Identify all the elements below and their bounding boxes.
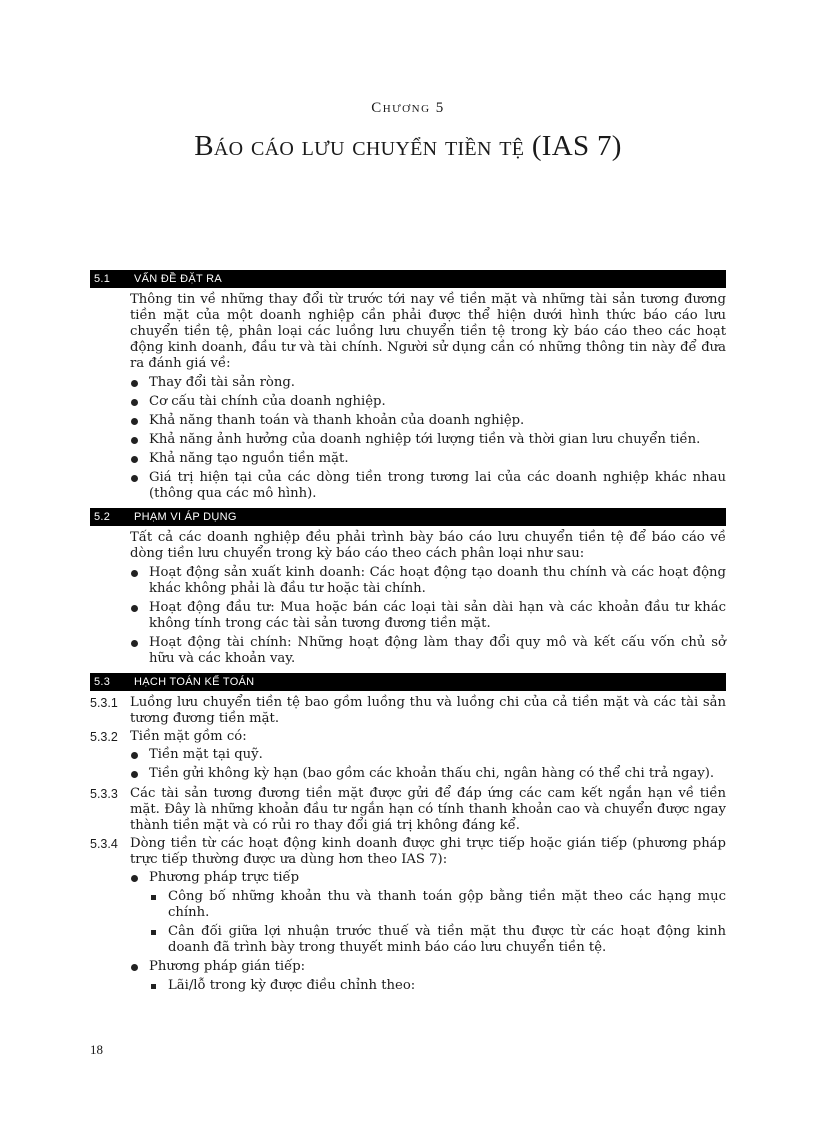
square-bullet-icon [151, 895, 156, 900]
section-intro: Thông tin về những thay đổi từ trước tới nay về tiền mặt và những tài sản tương đương tiền mặt của một doanh nghiệp cần phải được thể hiện dưới hình thức báo cáo lưu chuyển tiền tệ, phân loại các luồng lưu chuyển tiền tệ trong kỳ báo cáo theo các hoạt động kinh doanh, đầu tư và tài chính. Người sử dụng cần có những thông tin này để đưa ra đánh giá về: [130, 292, 726, 371]
list-item-text: Khả năng thanh toán và thanh khoản của doanh nghiệp. [149, 413, 525, 428]
list-item-text: Giá trị hiện tại của các dòng tiền trong tương lai của các doanh nghiệp khác nhau (thông qua các mô hình). [149, 470, 726, 501]
sub-list-item-text: Công bố những khoản thu và thanh toán gộp bằng tiền mặt theo các hạng mục chính. [168, 889, 726, 920]
list-item [130, 747, 726, 763]
section-number: 5.3 [94, 676, 111, 688]
numbered-item-5-3-2 [90, 729, 726, 745]
list-item-text: Khả năng tạo nguồn tiền mặt. [149, 451, 349, 466]
bullet-icon [131, 875, 138, 882]
bullet-icon [131, 437, 138, 444]
bullet-icon [131, 456, 138, 463]
sub-list-item [149, 889, 726, 921]
section-5-3 [90, 673, 726, 994]
main-content [90, 270, 726, 1000]
section-number: 5.2 [94, 511, 111, 523]
sub-bullet-list [149, 978, 726, 994]
numbered-item-5-3-4 [90, 836, 726, 868]
list-item [130, 432, 726, 448]
list-item [130, 766, 726, 782]
bullet-list [130, 747, 726, 782]
list-item [130, 470, 726, 502]
bullet-list [130, 870, 726, 994]
list-item [130, 959, 726, 994]
list-item-text: Cơ cấu tài chính của doanh nghiệp. [149, 394, 386, 409]
list-item-text: Khả năng ảnh hưởng của doanh nghiệp tới lượng tiền và thời gian lưu chuyển tiền. [149, 432, 701, 447]
list-item-text: Tiền mặt tại quỹ. [149, 747, 263, 762]
list-item-text: Hoạt động sản xuất kinh doanh: Các hoạt động tạo doanh thu chính và các hoạt động khác không phải là đầu tư hoặc tài chính. [149, 565, 726, 596]
sub-bullet-list [149, 889, 726, 956]
sub-list-item [149, 978, 726, 994]
sub-list-item-text: Cân đối giữa lợi nhuận trước thuế và tiền mặt thu được từ các hoạt động kinh doanh đã trình bày trong thuyết minh báo cáo lưu chuyển tiền tệ. [168, 924, 726, 955]
section-heading [90, 673, 726, 691]
bullet-icon [131, 418, 138, 425]
item-number: 5.3.1 [90, 696, 118, 710]
item-text: Các tài sản tương đương tiền mặt được gửi để đáp ứng các cam kết ngắn hạn về tiền mặt. Đây là những khoản đầu tư ngắn hạn có tính thanh khoản cao và chuyển được ngay thành tiền mặt và có rủi ro thay đổi giá trị không đáng kể. [130, 786, 726, 833]
bullet-icon [131, 570, 138, 577]
bullet-icon [131, 605, 138, 612]
sub-list-item-text: Lãi/lỗ trong kỳ được điều chỉnh theo: [168, 978, 416, 993]
list-item [130, 600, 726, 632]
bullet-icon [131, 475, 138, 482]
item-text: Tiền mặt gồm có: [130, 729, 247, 744]
section-heading [90, 270, 726, 288]
chapter-label: Chương 5 [371, 100, 445, 116]
list-item [130, 451, 726, 467]
item-number: 5.3.3 [90, 787, 118, 801]
list-item [130, 870, 726, 956]
list-item-text: Phương pháp gián tiếp: [149, 959, 306, 974]
section-heading [90, 508, 726, 526]
section-number: 5.1 [94, 273, 111, 285]
bullet-list [130, 375, 726, 502]
bullet-list [130, 565, 726, 667]
list-item [130, 394, 726, 410]
sub-list-item [149, 924, 726, 956]
bullet-icon [131, 640, 138, 647]
list-item [130, 635, 726, 667]
numbered-item-5-3-1 [90, 695, 726, 727]
bullet-icon [131, 964, 138, 971]
item-text: Dòng tiền từ các hoạt động kinh doanh được ghi trực tiếp hoặc gián tiếp (phương pháp trực tiếp thường được ưa dùng hơn theo IAS 7): [130, 836, 726, 867]
list-item-text: Thay đổi tài sản ròng. [149, 375, 295, 390]
section-title: HẠCH TOÁN KẾ TOÁN [134, 676, 255, 688]
list-item [130, 565, 726, 597]
list-item [130, 375, 726, 391]
item-number: 5.3.2 [90, 730, 118, 744]
page-number: 18 [90, 1042, 103, 1057]
chapter-title: Báo cáo lưu chuyển tiền tệ (IAS 7) [194, 130, 622, 162]
bullet-icon [131, 771, 138, 778]
section-title: PHẠM VI ÁP DỤNG [134, 511, 237, 523]
list-item-text: Phương pháp trực tiếp [149, 870, 300, 885]
bullet-icon [131, 399, 138, 406]
section-5-1 [90, 270, 726, 502]
numbered-item-5-3-3 [90, 786, 726, 834]
list-item-text: Tiền gửi không kỳ hạn (bao gồm các khoản thấu chi, ngân hàng có thể chi trả ngay). [149, 766, 715, 781]
section-title: VẤN ĐỀ ĐẶT RA [134, 273, 223, 285]
list-item [130, 413, 726, 429]
item-text: Luồng lưu chuyển tiền tệ bao gồm luồng thu và luồng chi của cả tiền mặt và các tài sản tương đương tiền mặt. [130, 695, 726, 726]
section-intro: Tất cả các doanh nghiệp đều phải trình bày báo cáo lưu chuyển tiền tệ để báo cáo về dòng tiền lưu chuyển trong kỳ báo cáo theo cách phân loại như sau: [130, 530, 726, 561]
list-item-text: Hoạt động đầu tư: Mua hoặc bán các loại tài sản dài hạn và các khoản đầu tư khác không tính trong các tài sản tương đương tiền mặt. [149, 600, 726, 631]
square-bullet-icon [151, 930, 156, 935]
list-item-text: Hoạt động tài chính: Những hoạt động làm thay đổi quy mô và kết cấu vốn chủ sở hữu và các khoản vay. [149, 635, 726, 666]
square-bullet-icon [151, 984, 156, 989]
section-5-2 [90, 508, 726, 667]
bullet-icon [131, 752, 138, 759]
item-number: 5.3.4 [90, 837, 118, 851]
bullet-icon [131, 380, 138, 387]
